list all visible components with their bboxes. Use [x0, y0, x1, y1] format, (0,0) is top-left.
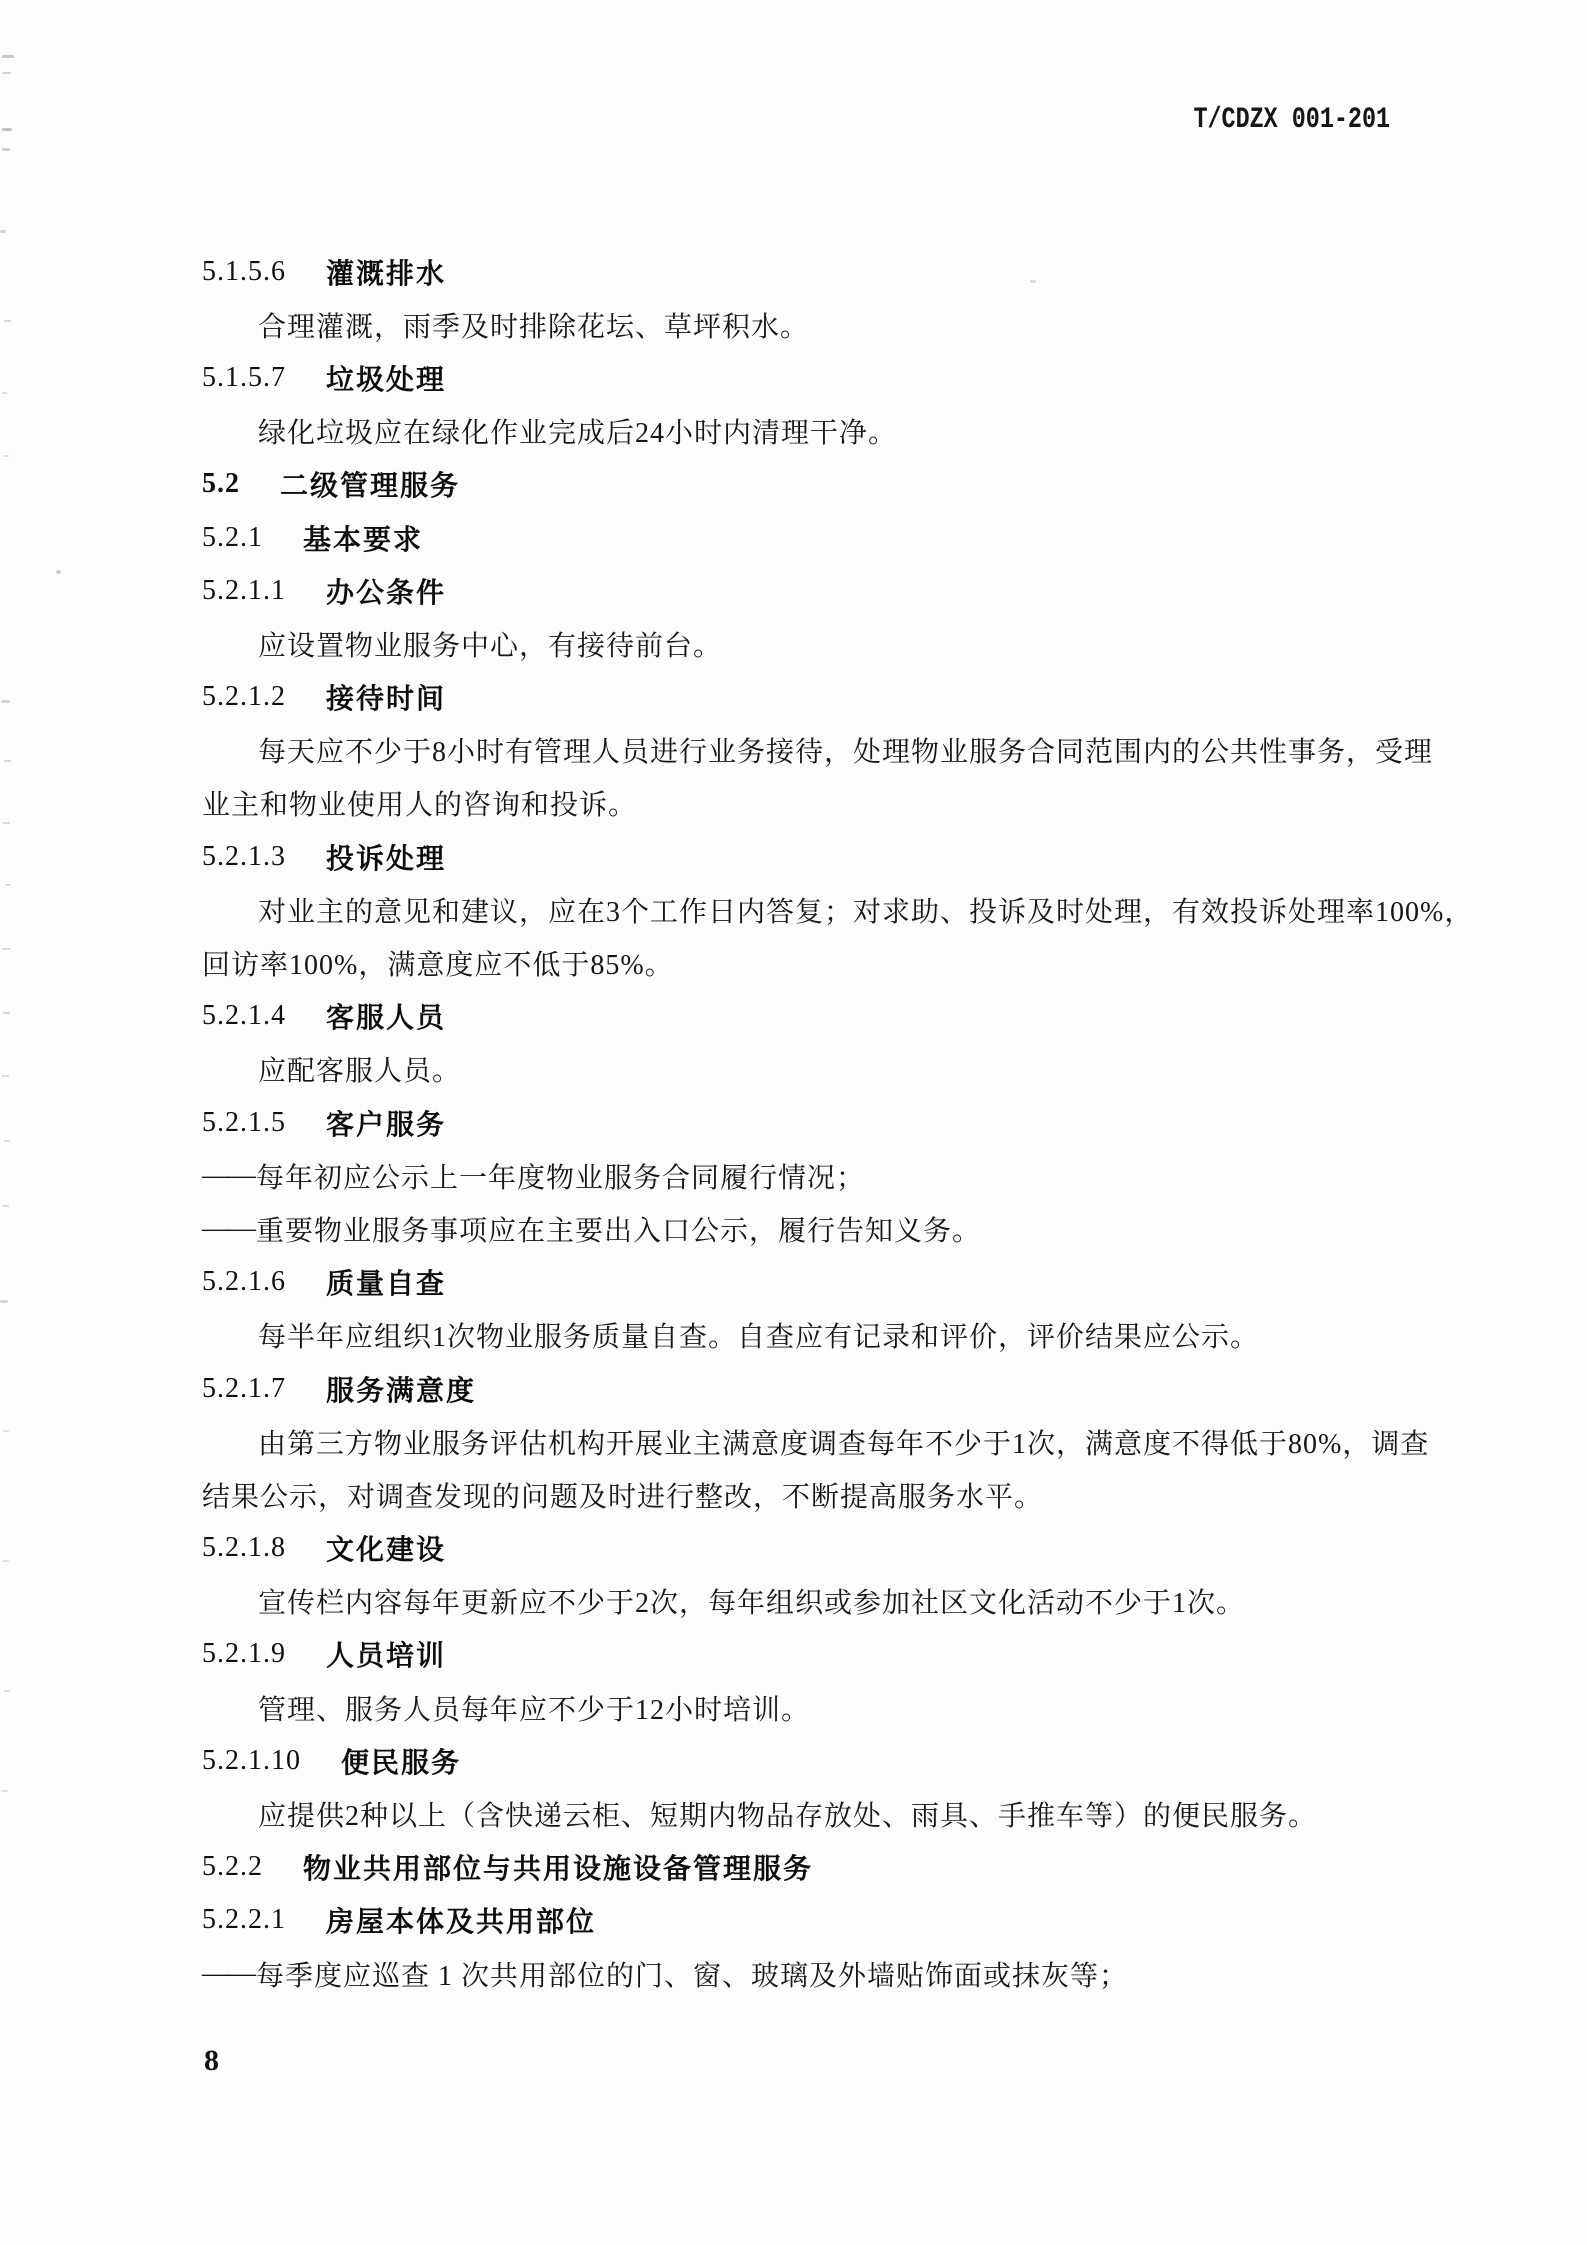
scan-artifact — [1, 700, 10, 703]
section-title: 房屋本体及共用部位 — [326, 1906, 597, 1938]
section-title: 质量自查 — [326, 1268, 447, 1300]
section-heading — [202, 1628, 1390, 1681]
document-body — [202, 245, 1474, 2000]
scan-artifact — [2, 1560, 9, 1562]
paragraph-line — [202, 936, 1390, 989]
section-title: 物业共用部位与共用设施设备管理服务 — [303, 1853, 814, 1885]
scan-artifact — [3, 455, 9, 457]
scan-artifact — [4, 1140, 10, 1142]
scan-artifact — [4, 1690, 10, 1692]
scan-artifact — [2, 128, 12, 131]
paragraph-line — [202, 724, 1434, 777]
paragraph-text: 对业主的意见和建议，应在3个工作日内答复；对求助、投诉及时处理，有效投诉处理率100%， — [258, 896, 1474, 928]
section-heading — [202, 458, 1390, 511]
section-number: 5.2.2 — [202, 1851, 263, 1883]
section-heading — [202, 1522, 1390, 1575]
dash-text: 重要物业服务事项应在主要出入口公示，履行告知义务。 — [256, 1215, 982, 1247]
paragraph-text: 应提供2种以上（含快递云柜、短期内物品存放处、雨具、手推车等）的便民服务。 — [258, 1801, 1318, 1833]
section-number: 5.2.1.4 — [202, 1000, 286, 1032]
paragraph-text: 回访率100%，满意度应不低于85%。 — [202, 950, 674, 982]
section-heading — [202, 245, 1390, 298]
dash-item — [202, 1149, 1390, 1202]
section-number: 5.2.1.3 — [202, 840, 286, 872]
scan-artifact — [1, 1075, 9, 1077]
section-number: 5.2.1.2 — [202, 681, 286, 713]
section-heading — [202, 1841, 1390, 1894]
scan-artifact — [2, 148, 10, 151]
paragraph-line — [202, 777, 1390, 830]
section-number: 5.2 — [202, 468, 240, 500]
section-number: 5.1.5.6 — [202, 255, 286, 287]
section-heading — [202, 564, 1390, 617]
section-number: 5.2.1.10 — [202, 1744, 301, 1776]
paragraph-text: 业主和物业使用人的咨询和投诉。 — [202, 790, 638, 822]
scan-artifact — [5, 884, 11, 886]
scan-artifact — [2, 55, 14, 58]
section-number: 5.2.1.1 — [202, 574, 286, 606]
section-number: 5.2.1.8 — [202, 1532, 286, 1564]
section-number: 5.2.1.9 — [202, 1638, 286, 1670]
section-heading — [202, 1894, 1390, 1947]
section-number: 5.2.1 — [202, 521, 263, 553]
paragraph-text: 应设置物业服务中心，有接待前台。 — [258, 630, 723, 662]
paragraph-line — [202, 1415, 1430, 1468]
paragraph-text: 合理灌溉，雨季及时排除花坛、草坪积水。 — [258, 311, 810, 343]
scan-artifact — [2, 1205, 9, 1207]
section-number: 5.2.1.6 — [202, 1266, 286, 1298]
section-number: 5.2.2.1 — [202, 1904, 286, 1936]
section-title: 服务满意度 — [326, 1374, 477, 1406]
page-number: 8 — [204, 2044, 219, 2077]
paragraph-line — [202, 1681, 1390, 1734]
dash-prefix: —— — [202, 1159, 254, 1191]
paragraph-line — [202, 1043, 1390, 1096]
scan-artifact — [4, 760, 11, 762]
section-title: 二级管理服务 — [280, 470, 461, 502]
section-title: 便民服务 — [341, 1746, 462, 1778]
paragraph-line — [202, 405, 1390, 458]
section-heading — [202, 671, 1390, 724]
paragraph-line — [202, 298, 1390, 351]
section-title: 客户服务 — [326, 1108, 447, 1140]
scan-artifact — [0, 230, 6, 233]
scan-artifact — [2, 948, 11, 950]
scan-artifact — [1, 1790, 8, 1792]
section-number: 5.1.5.7 — [202, 361, 286, 393]
section-title: 灌溉排水 — [326, 257, 447, 289]
dash-item — [202, 1202, 1390, 1255]
section-number: 5.2.1.7 — [202, 1372, 286, 1404]
section-heading — [202, 1734, 1390, 1787]
paragraph-text: 每天应不少于8小时有管理人员进行业务接待，处理物业服务合同范围内的公共性事务，受理 — [258, 737, 1434, 769]
dash-text: 每年初应公示上一年度物业服务合同履行情况； — [256, 1162, 866, 1194]
scan-artifact — [3, 1012, 10, 1014]
standard-number-header: T/CDZX 001-201 — [1193, 103, 1390, 137]
section-heading — [202, 990, 1390, 1043]
scan-artifact — [2, 72, 11, 74]
section-title: 办公条件 — [326, 576, 447, 608]
paragraph-text: 宣传栏内容每年更新应不少于2次，每年组织或参加社区文化活动不少于1次。 — [258, 1588, 1246, 1620]
section-title: 文化建设 — [326, 1534, 447, 1566]
section-number: 5.2.1.5 — [202, 1106, 286, 1138]
section-heading — [202, 351, 1390, 404]
paragraph-line — [202, 1787, 1390, 1840]
dash-prefix: —— — [202, 1212, 254, 1244]
scan-artifact — [2, 822, 10, 824]
scan-artifact — [2, 392, 7, 394]
paragraph-line — [202, 1309, 1390, 1362]
scan-artifact — [4, 320, 11, 322]
section-heading — [202, 1362, 1390, 1415]
paragraph-text: 绿化垃圾应在绿化作业完成后24小时内清理干净。 — [258, 418, 898, 450]
paragraph-line — [202, 617, 1390, 670]
section-title: 基本要求 — [303, 523, 424, 555]
paragraph-text: 结果公示，对调查发现的问题及时进行整改，不断提高服务水平。 — [202, 1481, 1044, 1513]
dash-item — [202, 1947, 1390, 2000]
section-title: 客服人员 — [326, 1002, 447, 1034]
section-heading — [202, 1256, 1390, 1309]
paragraph-line — [202, 883, 1474, 936]
paragraph-text: 由第三方物业服务评估机构开展业主满意度调查每年不少于1次，满意度不得低于80%，调查 — [258, 1428, 1430, 1460]
scan-artifact — [0, 1300, 8, 1303]
paragraph-text: 管理、服务人员每年应不少于12小时培训。 — [258, 1694, 811, 1726]
section-title: 接待时间 — [326, 683, 447, 715]
section-title: 人员培训 — [326, 1640, 447, 1672]
dash-prefix: —— — [202, 1957, 254, 1989]
dash-text: 每季度应巡查 1 次共用部位的门、窗、玻璃及外墙贴饰面或抹灰等； — [256, 1960, 1129, 1992]
section-title: 垃圾处理 — [326, 363, 447, 395]
section-heading — [202, 830, 1390, 883]
section-title: 投诉处理 — [326, 842, 447, 874]
scan-artifact — [56, 570, 61, 574]
paragraph-text: 应配客服人员。 — [258, 1056, 462, 1088]
section-heading — [202, 511, 1390, 564]
paragraph-text: 每半年应组织1次物业服务质量自查。自查应有记录和评价，评价结果应公示。 — [258, 1322, 1260, 1354]
scan-artifact — [3, 1430, 9, 1432]
paragraph-line — [202, 1575, 1390, 1628]
paragraph-line — [202, 1468, 1390, 1521]
section-heading — [202, 1096, 1390, 1149]
